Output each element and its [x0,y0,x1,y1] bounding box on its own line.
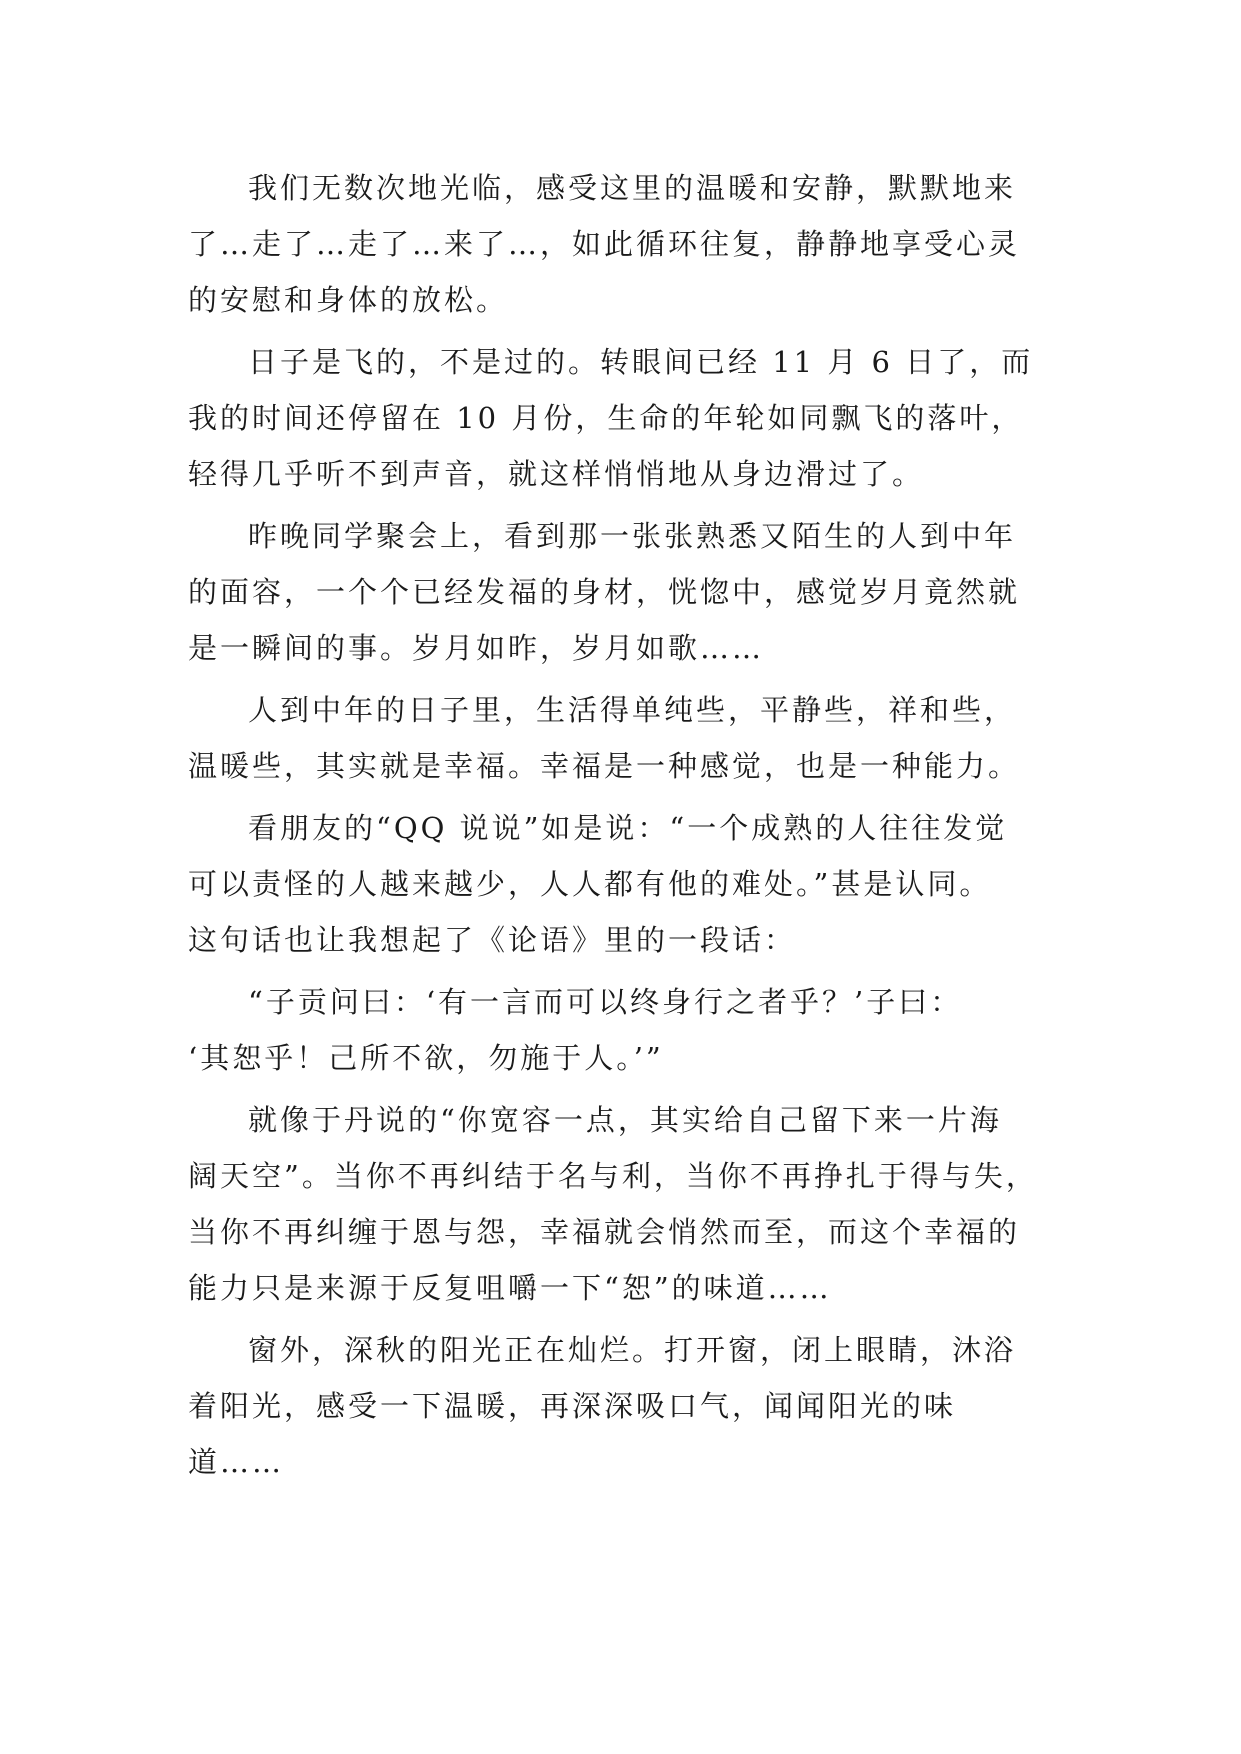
text-line: 昨晚同学聚会上，看到那一张张熟悉又陌生的人到中年 [248,519,1017,553]
text-line: 道…… [188,1445,285,1479]
text-line: 就像于丹说的“你宽容一点，其实给自己留下来一片海 [248,1103,1002,1137]
text-line: 阔天空”。当你不再纠结于名与利，当你不再挣扎于得与失， [188,1159,1038,1193]
text-line: 的面容，一个个已经发福的身材，恍惚中，感觉岁月竟然就 [188,575,1021,609]
text-line: 的安慰和身体的放松。 [188,283,509,317]
text-line: 看朋友的“QQ 说说”如是说：“一个成熟的人往往发觉 [248,811,1008,845]
text-line: 日子是飞的，不是过的。转眼间已经 11 月 6 日了，而 [248,345,1034,379]
text-line: 是一瞬间的事。岁月如昨，岁月如歌…… [188,631,765,665]
text-line: 可以责怪的人越来越少，人人都有他的难处。”甚是认同。 [188,867,992,901]
document-body [188,160,1068,1490]
text-line: 着阳光，感受一下温暖，再深深吸口气，闻闻阳光的味 [188,1389,957,1423]
text-line: 轻得几乎听不到声音，就这样悄悄地从身边滑过了。 [188,457,925,491]
paragraph [188,160,1068,328]
quote-paragraph [188,974,1068,1086]
paragraph [188,334,1068,502]
paragraph [188,800,1068,968]
paragraph [188,508,1068,676]
text-line: 窗外，深秋的阳光正在灿烂。打开窗，闭上眼睛，沐浴 [248,1333,1017,1367]
text-line: ‘其恕乎！己所不欲，勿施于人。’” [188,1041,664,1075]
text-line: 能力只是来源于反复咀嚼一下“恕”的味道…… [188,1271,832,1305]
paragraph [188,1322,1068,1490]
paragraph [188,1092,1068,1316]
text-line: 我们无数次地光临，感受这里的温暖和安静，默默地来 [248,171,1017,205]
text-line: 当你不再纠缠于恩与怨，幸福就会悄然而至，而这个幸福的 [188,1215,1021,1249]
text-line: 我的时间还停留在 10 月份，生命的年轮如同飘飞的落叶， [188,401,1024,435]
paragraph [188,682,1068,794]
text-line: 人到中年的日子里，生活得单纯些，平静些，祥和些， [248,693,1017,727]
text-line: 温暖些，其实就是幸福。幸福是一种感觉，也是一种能力。 [188,749,1021,783]
text-line: 了…走了…走了…来了…，如此循环往复，静静地享受心灵 [188,227,1021,261]
text-line: “子贡问曰：‘有一言而可以终身行之者乎？’子曰： [248,985,963,1019]
text-line: 这句话也让我想起了《论语》里的一段话： [188,923,797,957]
